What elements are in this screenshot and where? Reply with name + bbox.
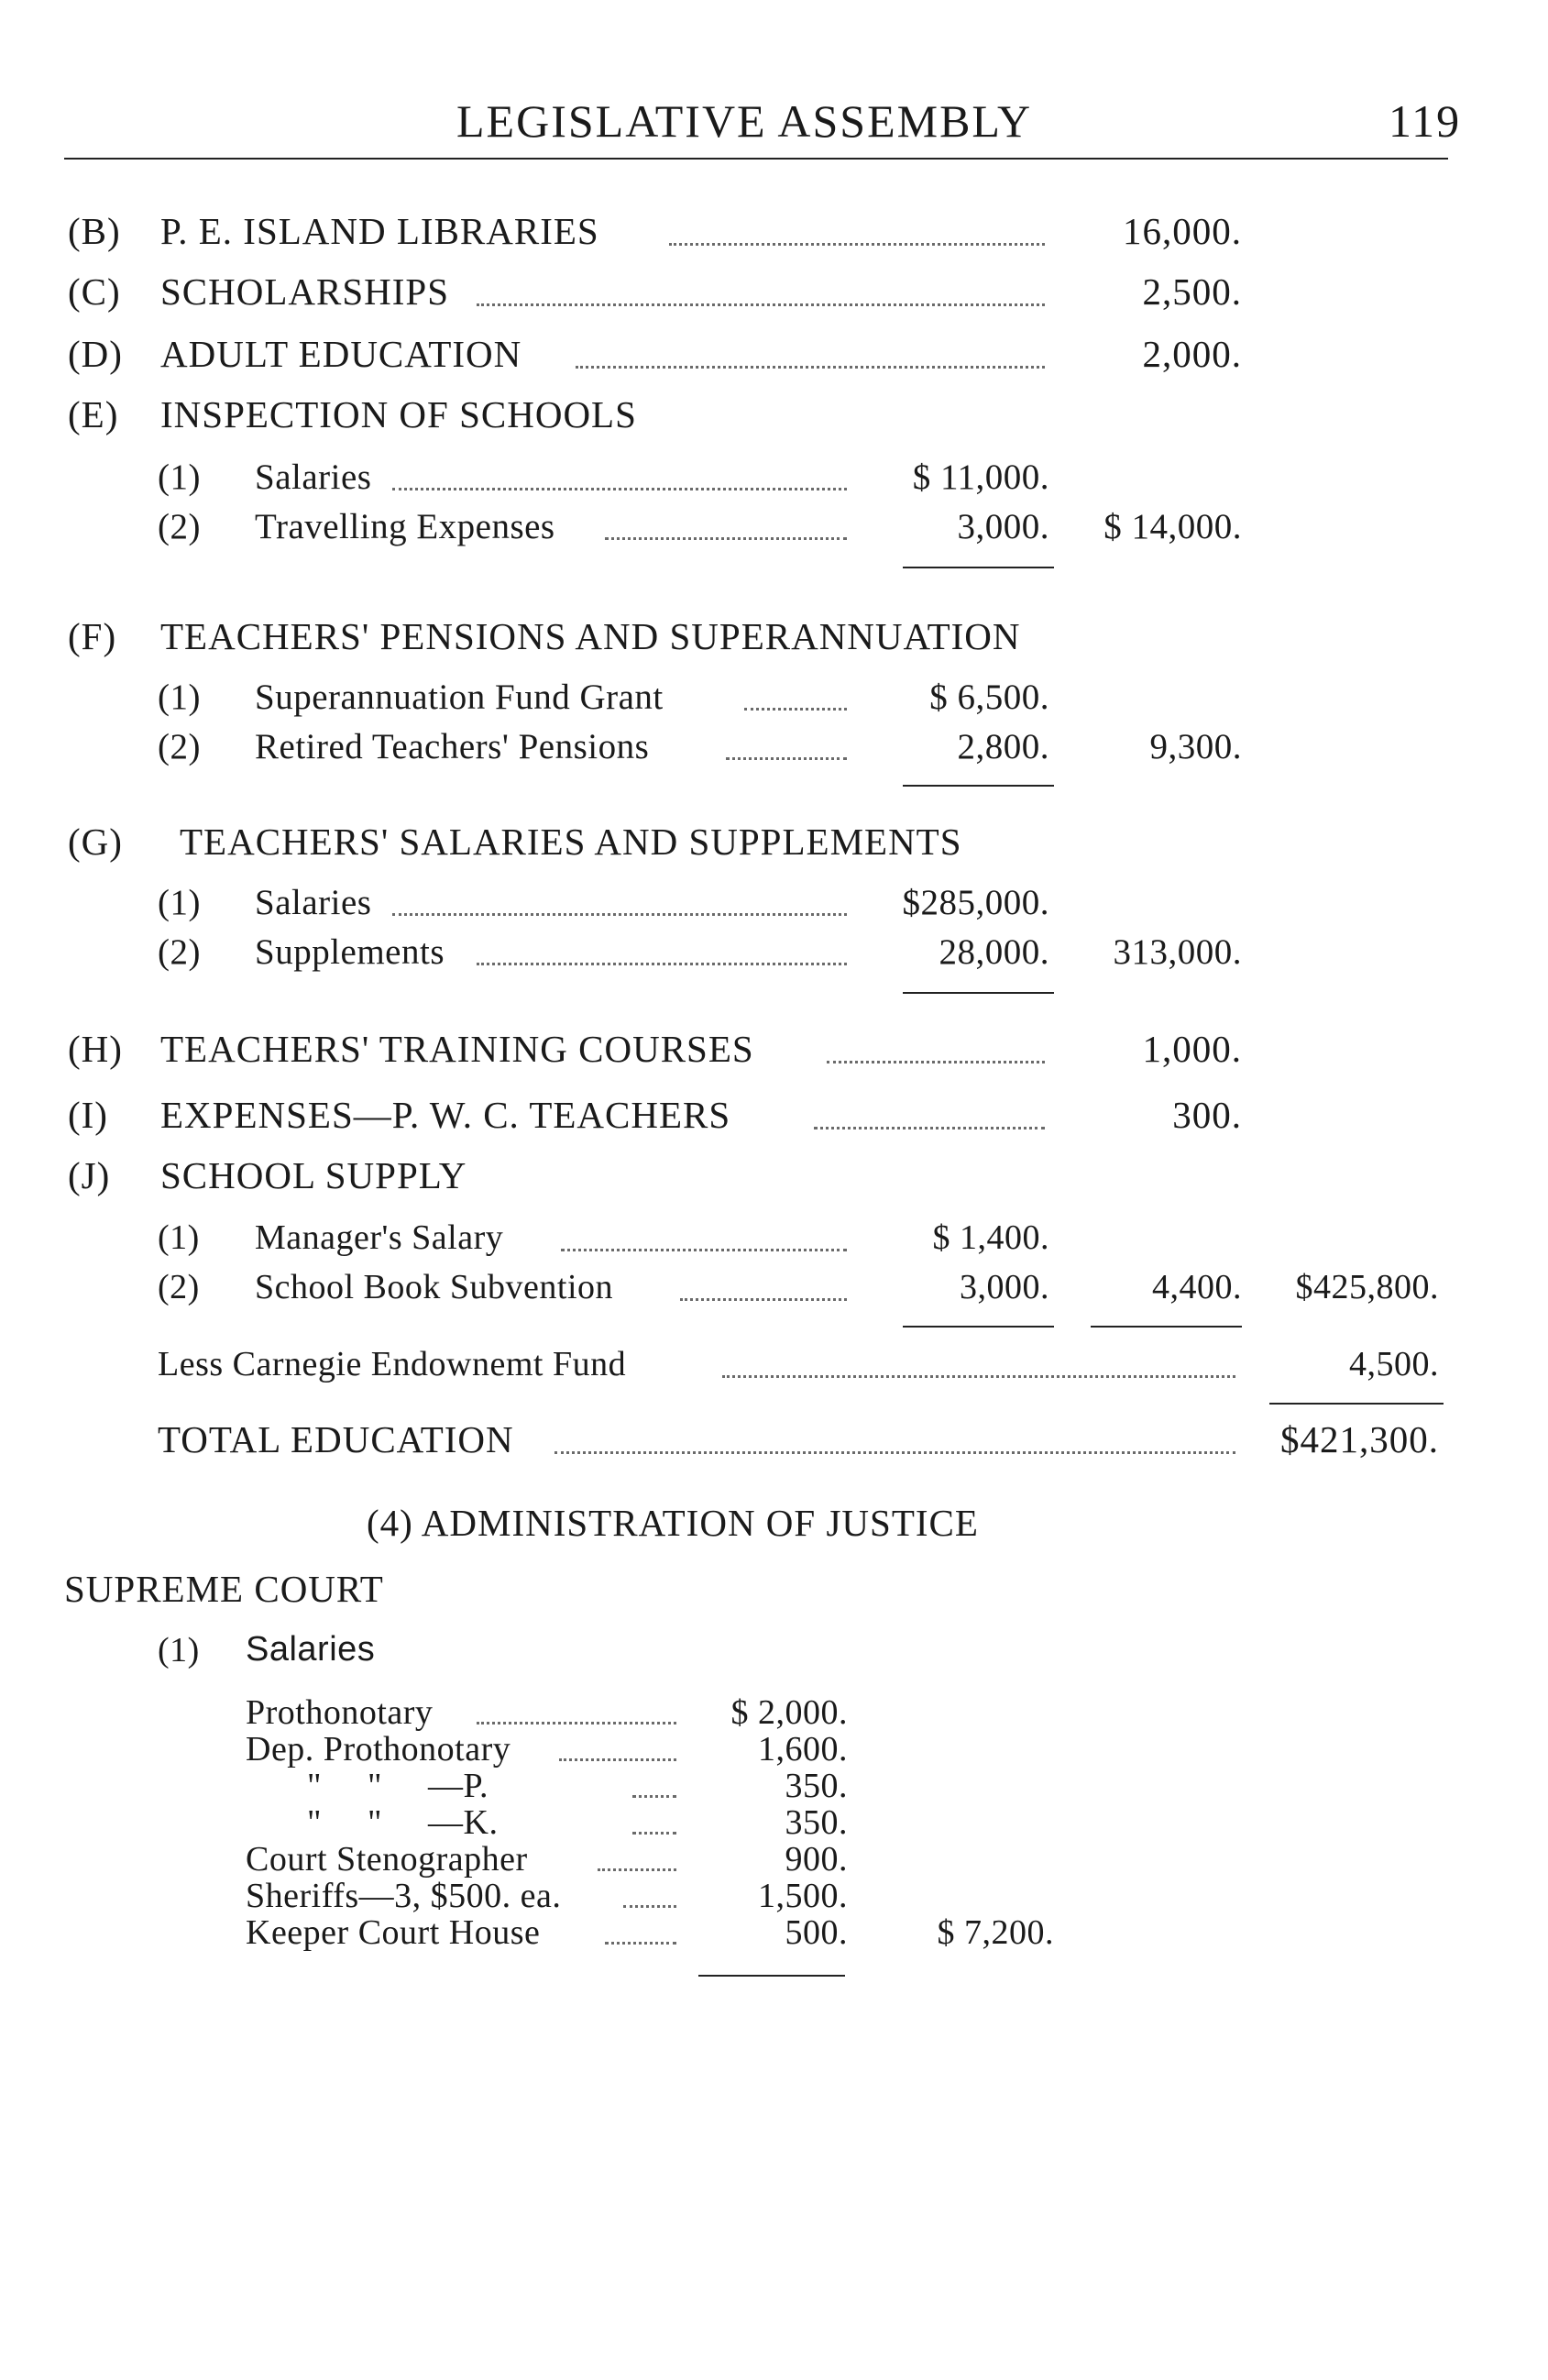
leader-dots [814,1127,1045,1129]
item-j-sub1-label: Manager's Salary [255,1218,504,1257]
item-g-sub2-num: (2) [158,932,201,972]
subtotal-rule [903,567,1054,568]
total-rule [1269,1403,1444,1405]
item-j-sub1-num: (1) [158,1218,200,1257]
justice-row-amount: $ 2,000. [730,1693,848,1732]
leader-dots [669,243,1045,246]
item-e-sub2-amount: 3,000. [957,507,1049,546]
less-label: Less Carnegie Endownemt Fund [158,1345,627,1383]
justice-row-amount: 1,500. [758,1877,848,1915]
justice-row-amount: 350. [785,1803,848,1842]
item-g-sub2-label: Supplements [255,932,445,972]
item-b-letter: (B) [68,210,121,252]
item-e-sub1-num: (1) [158,457,201,497]
item-h-letter: (H) [68,1028,123,1070]
item-f-sub1-amount: $ 6,500. [929,678,1049,717]
justice-row-label: Court Stenographer [246,1840,528,1879]
item-j-grand-total: $425,800. [1295,1268,1439,1306]
item-g-letter: (G) [68,821,123,863]
item-e-sub1-label: Salaries [255,457,372,497]
page-header-title: LEGISLATIVE ASSEMBLY [456,95,1033,147]
justice-total: $ 7,200. [937,1913,1054,1952]
item-f-letter: (F) [68,615,117,657]
item-j-sub2-label: School Book Subvention [255,1268,614,1306]
item-f-sub1-num: (1) [158,678,201,717]
item-e-total: $ 14,000. [1103,507,1242,546]
header-rule [64,158,1448,160]
item-c-label: SCHOLARSHIPS [160,270,450,313]
justice-row-amount: 900. [785,1840,848,1879]
item-d-amount: 2,000. [1142,333,1242,375]
justice-row-amount: 350. [785,1767,848,1805]
salaries-heading: Salaries [246,1630,376,1669]
item-f-label: TEACHERS' PENSIONS AND SUPERANNUATION [160,615,1021,657]
item-g-sub1-amount: $285,000. [902,883,1049,922]
item-e-sub1-amount: $ 11,000. [912,457,1049,497]
justice-row-label: Dep. Prothonotary [246,1730,511,1768]
section-heading: (4) ADMINISTRATION OF JUSTICE [367,1502,979,1544]
justice-row-label: " " —K. [307,1803,499,1842]
item-h-amount: 1,000. [1142,1028,1242,1070]
item-e-label: INSPECTION OF SCHOOLS [160,393,637,435]
leader-dots [392,913,847,916]
subtotal-rule [903,992,1054,994]
item-d-label: ADULT EDUCATION [160,333,522,375]
item-e-letter: (E) [68,393,119,435]
leader-dots [605,537,847,540]
justice-row-label: " " —P. [307,1767,489,1805]
leader-dots [576,366,1045,369]
subtotal-rule [698,1975,845,1977]
item-b-amount: 16,000. [1123,210,1242,252]
item-i-label: EXPENSES—P. W. C. TEACHERS [160,1094,731,1136]
leader-dots [722,1375,1235,1378]
justice-row-label: Keeper Court House [246,1913,541,1952]
item-j-letter: (J) [68,1154,111,1196]
item-i-letter: (I) [68,1094,108,1136]
leader-dots [392,488,847,490]
leader-dots [554,1451,1235,1454]
item-f-sub2-label: Retired Teachers' Pensions [255,727,650,766]
item-f-sub1-label: Superannuation Fund Grant [255,678,664,717]
leader-dots [827,1061,1045,1063]
justice-row-label: Sheriffs—3, $500. ea. [246,1877,562,1915]
total-education-amount: $421,300. [1280,1418,1439,1460]
leader-dots [477,963,847,965]
subtotal-rule [1091,1326,1242,1328]
leader-dots [726,757,847,760]
item-c-letter: (C) [68,270,121,313]
subtotal-rule [903,1326,1054,1328]
item-j-sub1-amount: $ 1,400. [932,1218,1049,1257]
justice-row-amount: 500. [785,1913,848,1952]
leader-dots [744,708,847,711]
item-b-label: P. E. ISLAND LIBRARIES [160,210,599,252]
page-number: 119 [1389,95,1462,147]
item-g-sub1-num: (1) [158,883,201,922]
item-c-amount: 2,500. [1142,270,1242,313]
item-g-total: 313,000. [1113,932,1242,972]
item-i-amount: 300. [1172,1094,1242,1136]
court-heading: SUPREME COURT [64,1568,384,1610]
total-education-label: TOTAL EDUCATION [158,1418,514,1460]
leader-dots [561,1249,847,1251]
item-j-sub2-amount: 3,000. [960,1268,1049,1306]
item-f-total: 9,300. [1149,727,1242,766]
item-g-sub1-label: Salaries [255,883,372,922]
salaries-num: (1) [158,1631,200,1669]
item-e-sub2-label: Travelling Expenses [255,507,555,546]
item-j-label: SCHOOL SUPPLY [160,1154,467,1196]
item-g-label: TEACHERS' SALARIES AND SUPPLEMENTS [180,821,962,863]
item-j-total: 4,400. [1152,1268,1242,1306]
item-h-label: TEACHERS' TRAINING COURSES [160,1028,754,1070]
justice-row-amount: 1,600. [758,1730,848,1768]
leader-dots [680,1298,847,1301]
item-f-sub2-amount: 2,800. [957,727,1049,766]
item-f-sub2-num: (2) [158,727,201,766]
leader-dots [477,303,1045,306]
item-j-sub2-num: (2) [158,1268,200,1306]
item-d-letter: (D) [68,333,123,375]
item-e-sub2-num: (2) [158,507,201,546]
subtotal-rule [903,785,1054,787]
justice-row-label: Prothonotary [246,1693,434,1732]
item-g-sub2-amount: 28,000. [939,932,1049,972]
less-amount: 4,500. [1349,1345,1439,1383]
